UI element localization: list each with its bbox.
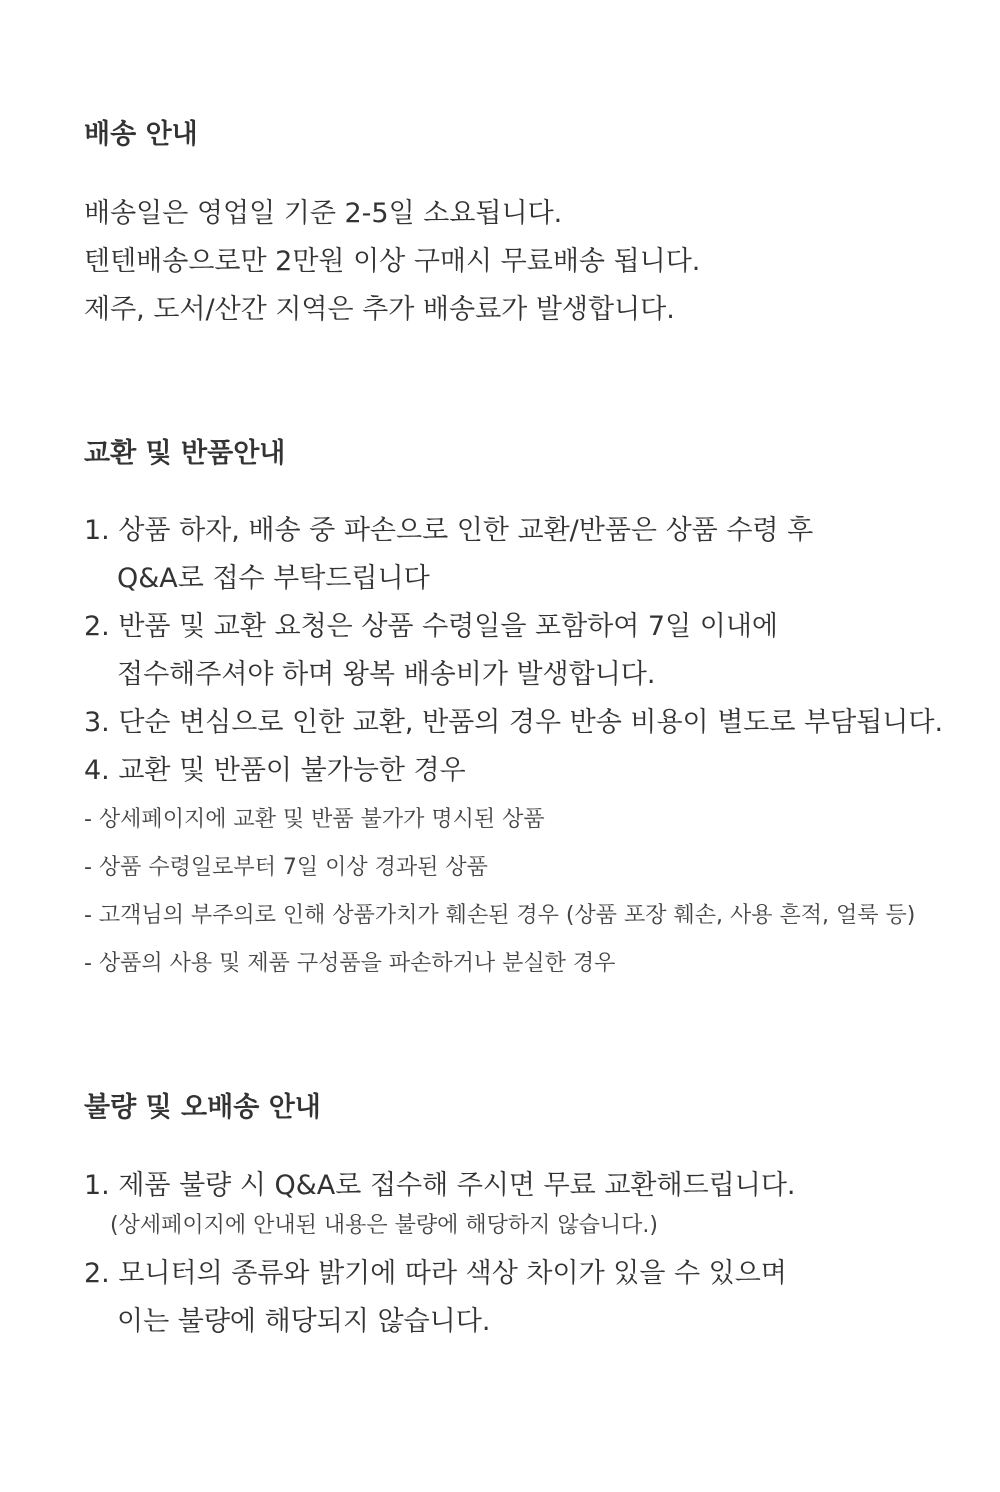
defect-item-1-note: (상세페이지에 안내된 내용은 불량에 해당하지 않습니다.)	[110, 1213, 658, 1238]
shipping-line-3: 제주, 도서/산간 지역은 추가 배송료가 발생합니다.	[84, 294, 675, 325]
defect-item-1: 1. 제품 불량 시 Q&A로 접수해 주시면 무료 교환해드립니다.	[84, 1170, 796, 1201]
exchange-sub-item-3: - 고객님의 부주의로 인해 상품가치가 훼손된 경우 (상품 포장 훼손, 사용 흔적, 얼룩 등)	[84, 903, 916, 928]
exchange-sub-item-2: - 상품 수령일로부터 7일 이상 경과된 상품	[84, 855, 488, 880]
defect-item-2: 2. 모니터의 종류와 밝기에 따라 색상 차이가 있을 수 있으며	[84, 1258, 787, 1289]
exchange-item-4: 4. 교환 및 반품이 불가능한 경우	[84, 755, 466, 786]
exchange-item-2-cont: 접수해주셔야 하며 왕복 배송비가 발생합니다.	[117, 659, 656, 690]
shipping-title: 배송 안내	[84, 119, 198, 150]
exchange-item-1: 1. 상품 하자, 배송 중 파손으로 인한 교환/반품은 상품 수령 후	[84, 515, 814, 546]
exchange-sub-item-4: - 상품의 사용 및 제품 구성품을 파손하거나 분실한 경우	[84, 951, 616, 976]
exchange-item-3: 3. 단순 변심으로 인한 교환, 반품의 경우 반송 비용이 별도로 부담됩니다.	[84, 707, 944, 738]
shipping-line-1: 배송일은 영업일 기준 2-5일 소요됩니다.	[84, 198, 563, 229]
exchange-sub-item-1: - 상세페이지에 교환 및 반품 불가가 명시된 상품	[84, 807, 545, 832]
exchange-item-2: 2. 반품 및 교환 요청은 상품 수령일을 포함하여 7일 이내에	[84, 611, 778, 642]
exchange-item-1-cont: Q&A로 접수 부탁드립니다	[117, 563, 430, 594]
defect-item-2-cont: 이는 불량에 해당되지 않습니다.	[117, 1306, 491, 1337]
shipping-line-2: 텐텐배송으로만 2만원 이상 구매시 무료배송 됩니다.	[84, 246, 701, 277]
defect-title: 불량 및 오배송 안내	[84, 1092, 321, 1123]
exchange-title: 교환 및 반품안내	[84, 438, 286, 469]
